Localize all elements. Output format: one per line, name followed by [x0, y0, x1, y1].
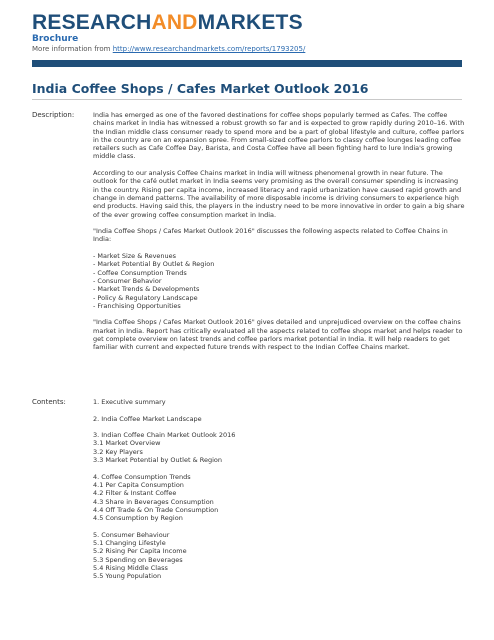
toc-section: [93, 415, 465, 423]
toc-item: 3.2 Key Players: [93, 447, 143, 456]
list-item: - Market Trends & Developments: [93, 285, 200, 294]
more-info-text: More information from: [32, 45, 113, 53]
description-closing: "India Coffee Shops / Cafes Market Outlook 2016" gives detailed and unprejudiced overview on the coffee chains market in India. Report has critically evaluated all the aspects related to coffee shops market and helps reader to get complete overview on latest trends and coffee parlors market potential in India. It will help readers to get familiar with current and expected future trends with respect to the Indian Coffee Chains market.: [93, 318, 463, 352]
logo-text-and: AND: [151, 11, 198, 34]
list-item: - Consumer Behavior: [93, 276, 162, 285]
toc-item: 4.2 Filter & Instant Coffee: [93, 489, 177, 498]
list-item: - Coffee Consumption Trends: [93, 268, 187, 277]
logo-text-markets: MARKETS: [197, 11, 303, 34]
description-paragraph: India has emerged as one of the favored destinations for coffee shops popularly termed as Cafes. The coffee chains market in India has witnessed a robust growth so far and is expected to grow rapidly during 2010–16. With the Indian middle class consumer ready to spend more and be a part of global lifestyle and culture, coffee parlors in the country are on an expansion spree. From small-sized coffee parlors to classy coffee lounges leading coffee retailers such as Cafe Coffee Day, Barista, and Costa Coffee have all been fighting hard to lure India's growing middle class.: [93, 111, 465, 161]
list-item: - Market Potential By Outlet & Region: [93, 260, 215, 269]
toc-section: [93, 531, 465, 581]
description-paragraph: According to our analysis Coffee Chains market in India will witness phenomenal growth in near future. The outlook for the café outlet market in India seems very promising as the overall consumer spending is increasing in the country. Rising per capita income, increased literacy and rapid urbanization have caused rapid growth and change in demand patterns. The availability of more disposable income is driving consumers to experience high end products. Having said this, the players in the industry need to be more innovative in order to gain a big share of the ever growing coffee consumption market in India.: [93, 169, 465, 219]
toc-item: 3.1 Market Overview: [93, 439, 161, 448]
list-item: - Market Size & Revenues: [93, 252, 177, 261]
list-item: - Policy & Regulatory Landscape: [93, 293, 198, 302]
report-url-link[interactable]: http://www.researchandmarkets.com/reports/1793205/: [112, 45, 306, 53]
toc-item: 3. Indian Coffee Chain Market Outlook 2016: [93, 431, 236, 440]
toc-item: 4.1 Per Capita Consumption: [93, 480, 184, 489]
toc-item: 5.5 Young Population: [93, 572, 162, 581]
toc-item: 2. India Coffee Market Landscape: [93, 414, 202, 423]
contents-body: [93, 398, 465, 589]
toc-section: [93, 398, 465, 406]
more-info-line: [32, 45, 305, 53]
logo-text-research: RESEARCH: [32, 11, 152, 34]
toc-item: 5.1 Changing Lifestyle: [93, 539, 166, 548]
toc-item: 4.3 Share in Beverages Consumption: [93, 497, 214, 506]
toc-item: 5.3 Spending on Beverages: [93, 555, 183, 564]
title-divider: [32, 99, 462, 100]
brochure-label: Brochure: [32, 34, 79, 44]
toc-item: 5.2 Rising Per Capita Income: [93, 547, 187, 556]
report-title: India Coffee Shops / Cafes Market Outlook 2016: [32, 81, 369, 96]
list-item: - Franchising Opportunities: [93, 301, 181, 310]
research-and-markets-logo: [32, 12, 303, 34]
toc-item: 5.4 Rising Middle Class: [93, 563, 168, 572]
contents-label: Contents:: [32, 398, 66, 406]
toc-item: 3.3 Market Potential by Outlet & Region: [93, 456, 222, 465]
toc-item: 4.5 Consumption by Region: [93, 514, 183, 523]
description-paragraph: "India Coffee Shops / Cafes Market Outlook 2016" discusses the following aspects related to Coffee Chains in India:: [93, 227, 448, 244]
toc-section: [93, 431, 465, 464]
header-divider-bar: [32, 60, 462, 67]
toc-item: 4. Coffee Consumption Trends: [93, 472, 191, 481]
description-label: Description:: [32, 111, 75, 119]
aspects-list: [93, 252, 465, 310]
toc-section: [93, 473, 465, 523]
description-body: [93, 111, 465, 360]
toc-item: 1. Executive summary: [93, 398, 166, 406]
toc-item: 5. Consumer Behaviour: [93, 530, 170, 539]
toc-item: 4.4 Off Trade & On Trade Consumption: [93, 505, 219, 514]
